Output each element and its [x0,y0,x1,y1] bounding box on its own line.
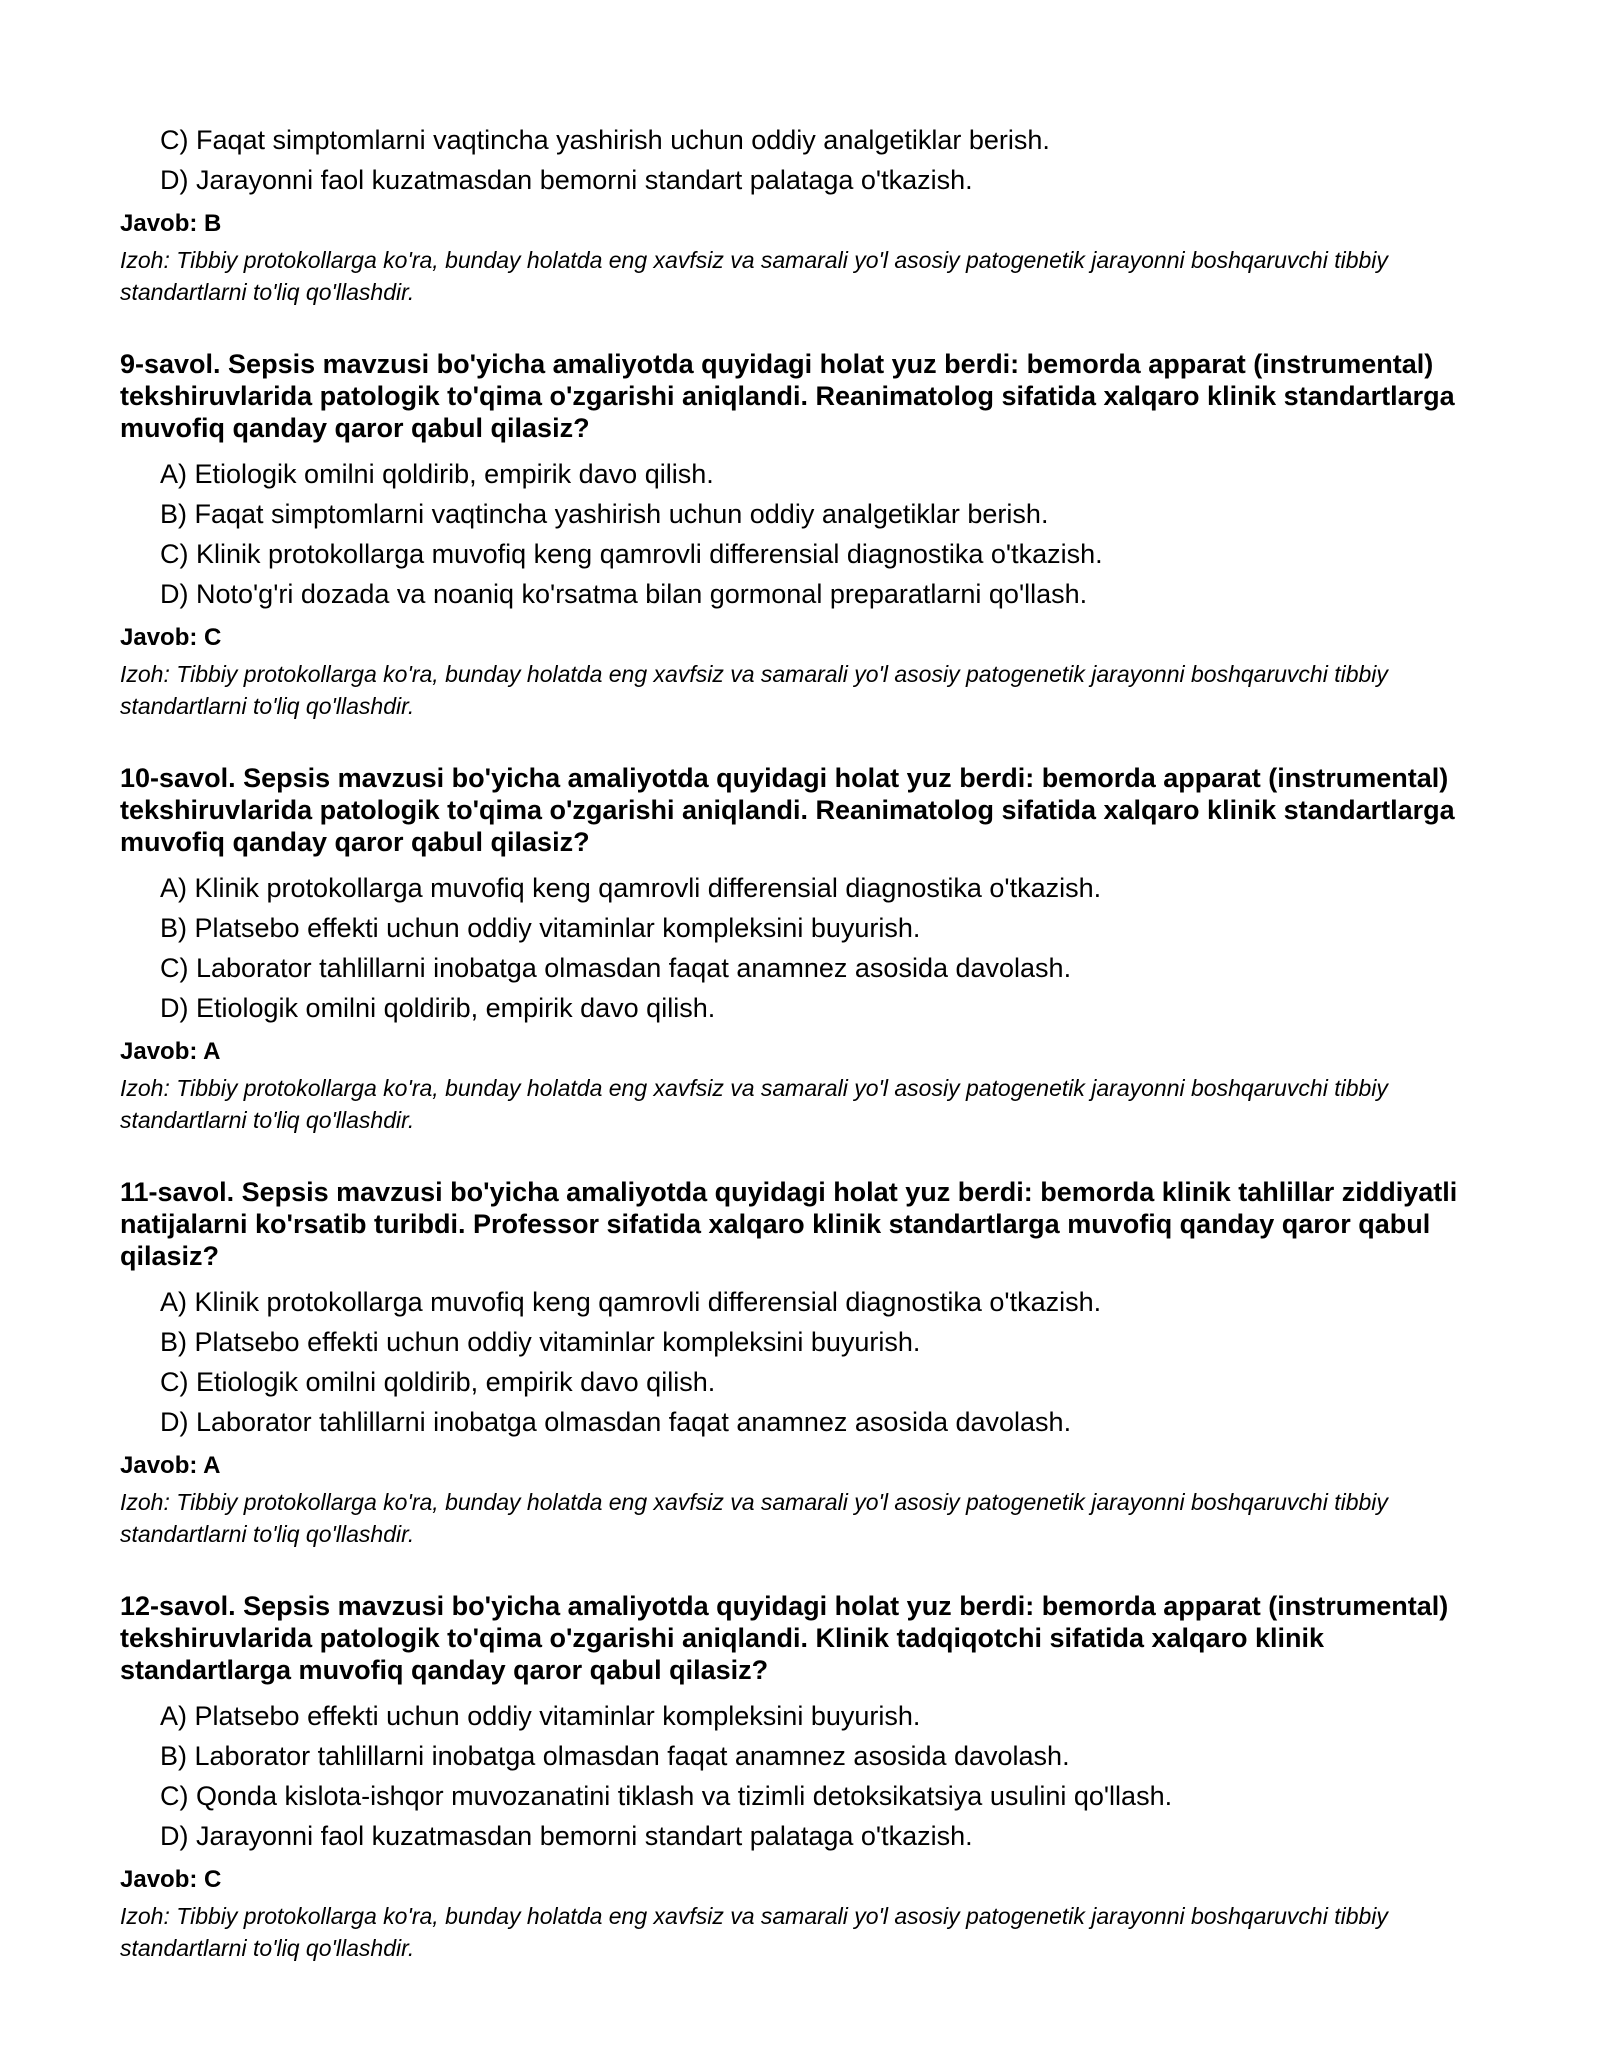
option-b: B) Faqat simptomlarni vaqtincha yashirish uchun oddiy analgetiklar berish. [160,499,1049,529]
question-text: 9-savol. Sepsis mavzusi bo'yicha amaliyotda quyidagi holat yuz berdi: bemorda apparat (instrumental) tekshiruvlarida patologik to'qima o'zgarishi aniqlandi. Reanimatolog sifatida xalqaro klinik standartlarga muvofiq qanday qaror qabul qilasiz? [120,349,1455,443]
answer-label: Javob: C [120,624,222,651]
option-a: A) Klinik protokollarga muvofiq keng qamrovli differensial diagnostika o'tkazish. [160,1287,1102,1317]
answer-label: Javob: A [120,1452,221,1479]
option-c: C) Laborator tahlillarni inobatga olmasdan faqat anamnez asosida davolash. [160,953,1072,983]
option-d: D) Noto'g'ri dozada va noaniq ko'rsatma bilan gormonal preparatlarni qo'llash. [160,579,1088,609]
option-b: B) Platsebo effekti uchun oddiy vitaminlar kompleksini buyurish. [160,913,921,943]
option-c: C) Faqat simptomlarni vaqtincha yashirish uchun oddiy analgetiklar berish. [160,125,1050,155]
question-8-continuation [120,120,1490,308]
explanation-note: Izoh: Tibbiy protokollarga ko'ra, bunday holatda eng xavfsiz va samarali yo'l asosiy patogenetik jarayonni boshqaruvchi tibbiy standartlarni to'liq qo'llashdir. [120,1075,1388,1133]
option-a: A) Platsebo effekti uchun oddiy vitaminlar kompleksini buyurish. [160,1701,921,1731]
option-a: A) Etiologik omilni qoldirib, empirik davo qilish. [160,459,714,489]
option-c: C) Qonda kislota-ishqor muvozanatini tiklash va tizimli detoksikatsiya usulini qo'llash. [160,1781,1173,1811]
question-9 [120,348,1490,722]
question-text: 11-savol. Sepsis mavzusi bo'yicha amaliyotda quyidagi holat yuz berdi: bemorda klinik tahlillar ziddiyatli natijalarni ko'rsatib turibdi. Professor sifatida xalqaro klinik standartlarga muvofiq qanday qaror qabul qilasiz? [120,1177,1458,1271]
question-10 [120,762,1490,1136]
explanation-note: Izoh: Tibbiy protokollarga ko'ra, bunday holatda eng xavfsiz va samarali yo'l asosiy patogenetik jarayonni boshqaruvchi tibbiy standartlarni to'liq qo'llashdir. [120,661,1388,719]
option-d: D) Jarayonni faol kuzatmasdan bemorni standart palataga o'tkazish. [160,165,973,195]
answer-label: Javob: C [120,1866,222,1893]
answer-label: Javob: A [120,1038,221,1065]
option-d: D) Jarayonni faol kuzatmasdan bemorni standart palataga o'tkazish. [160,1821,973,1851]
question-12 [120,1590,1490,1964]
explanation-note: Izoh: Tibbiy protokollarga ko'ra, bunday holatda eng xavfsiz va samarali yo'l asosiy patogenetik jarayonni boshqaruvchi tibbiy standartlarni to'liq qo'llashdir. [120,247,1388,305]
question-text: 12-savol. Sepsis mavzusi bo'yicha amaliyotda quyidagi holat yuz berdi: bemorda apparat (instrumental) tekshiruvlarida patologik to'qima o'zgarishi aniqlandi. Klinik tadqiqotchi sifatida xalqaro klinik standartlarga muvofiq qanday qaror qabul qilasiz? [120,1591,1449,1685]
question-text: 10-savol. Sepsis mavzusi bo'yicha amaliyotda quyidagi holat yuz berdi: bemorda apparat (instrumental) tekshiruvlarida patologik to'qima o'zgarishi aniqlandi. Reanimatolog sifatida xalqaro klinik standartlarga muvofiq qanday qaror qabul qilasiz? [120,763,1455,857]
question-11 [120,1176,1490,1550]
option-b: B) Platsebo effekti uchun oddiy vitaminlar kompleksini buyurish. [160,1327,921,1357]
explanation-note: Izoh: Tibbiy protokollarga ko'ra, bunday holatda eng xavfsiz va samarali yo'l asosiy patogenetik jarayonni boshqaruvchi tibbiy standartlarni to'liq qo'llashdir. [120,1903,1388,1961]
option-a: A) Klinik protokollarga muvofiq keng qamrovli differensial diagnostika o'tkazish. [160,873,1102,903]
option-d: D) Etiologik omilni qoldirib, empirik davo qilish. [160,993,716,1023]
answer-label: Javob: B [120,210,222,237]
option-c: C) Etiologik omilni qoldirib, empirik davo qilish. [160,1367,716,1397]
option-c: C) Klinik protokollarga muvofiq keng qamrovli differensial diagnostika o'tkazish. [160,539,1103,569]
option-d: D) Laborator tahlillarni inobatga olmasdan faqat anamnez asosida davolash. [160,1407,1072,1437]
option-b: B) Laborator tahlillarni inobatga olmasdan faqat anamnez asosida davolash. [160,1741,1070,1771]
explanation-note: Izoh: Tibbiy protokollarga ko'ra, bunday holatda eng xavfsiz va samarali yo'l asosiy patogenetik jarayonni boshqaruvchi tibbiy standartlarni to'liq qo'llashdir. [120,1489,1388,1547]
